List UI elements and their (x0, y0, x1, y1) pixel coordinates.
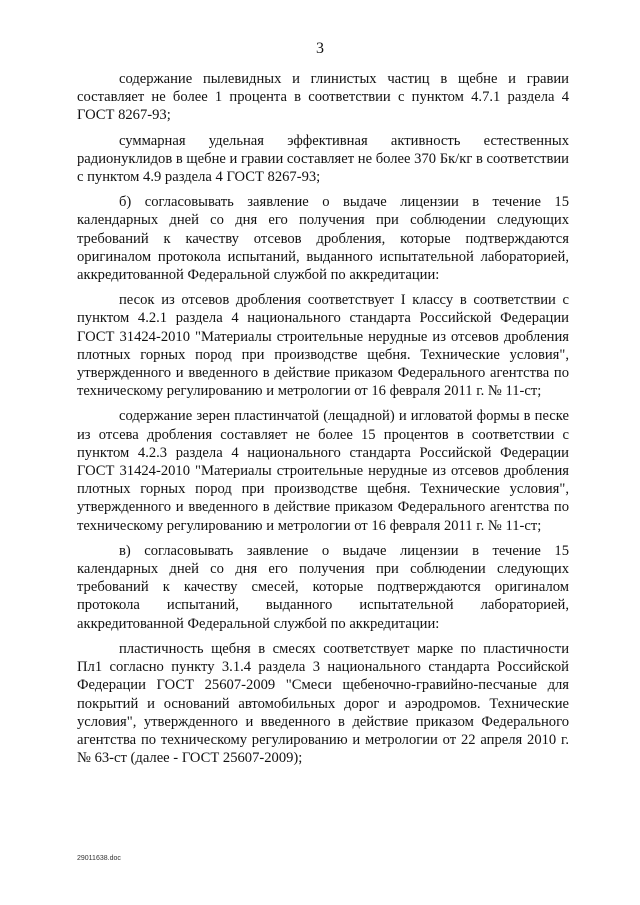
footer-file-code: 29011638.doc (77, 855, 121, 862)
paragraph-item-b-screenings: б) согласовывать заявление о выдаче лицензии в течение 15 календарных дней со дня его получения при соблюдении следующих требований к качеству отсевов дробления, которые подтверждаются оригиналом протокола испытаний, выданного испытательной лабораторией, аккредитованной Федеральной службой по аккредитации: (77, 194, 569, 284)
paragraph-item-v-mixtures: в) согласовывать заявление о выдаче лицензии в течение 15 календарных дней со дня его получения при соблюдении следующих требований к качеству смесей, которые подтверждаются оригиналом протокола испытаний, выданного испытательной лабораторией, аккредитованной Федеральной службой по аккредитации: (77, 542, 569, 632)
paragraph-grain-shape: содержание зерен пластинчатой (лещадной) и игловатой формы в песке из отсева дробления составляет не более 15 процентов в соответствии с пунктом 4.2.3 раздела 4 национального стандарта Российской Федерации ГОСТ 31424-2010 "Материалы строительные нерудные из отсевов дробления плотных горных пород при производстве щебня. Технические условия", утвержденного и введенного в действие приказом Федерального агентства по техническому регулированию и метрологии от 16 февраля 2011 г. № 11-ст; (77, 408, 569, 534)
paragraph-radionuclide-activity: суммарная удельная эффективная активность естественных радионуклидов в щебне и гравии составляет не более 370 Бк/кг в соответствии с пунктом 4.9 раздела 4 ГОСТ 8267-93; (77, 132, 569, 186)
paragraph-sand-class: песок из отсевов дробления соответствует I классу в соответствии с пунктом 4.2.1 раздела 4 национального стандарта Российской Федерации ГОСТ 31424-2010 "Материалы строительные нерудные из отсевов дробления плотных горных пород при производстве щебня. Технические условия", утвержденного и введенного в действие приказом Федерального агентства по техническому регулированию и метрологии от 16 февраля 2011 г. № 11-ст; (77, 292, 569, 400)
page-number: 3 (316, 40, 324, 57)
paragraph-plasticity: пластичность щебня в смесях соответствует марке по пластичности Пл1 согласно пункту 3.1.4 раздела 3 национального стандарта Российской Федерации ГОСТ 25607-2009 "Смеси щебеночно-гравийно-песчаные для покрытий и оснований автомобильных дорог и аэродромов. Технические условия", утвержденного и введенного в действие приказом Федерального агентства по техническому регулированию и метрологии от 22 апреля 2010 г. № 63-ст (далее - ГОСТ 25607-2009); (77, 640, 569, 767)
paragraph-dust-clay-particles: содержание пылевидных и глинистых частиц в щебне и гравии составляет не более 1 процента в соответствии с пунктом 4.7.1 раздела 4 ГОСТ 8267-93; (77, 71, 569, 124)
document-body (77, 70, 569, 774)
